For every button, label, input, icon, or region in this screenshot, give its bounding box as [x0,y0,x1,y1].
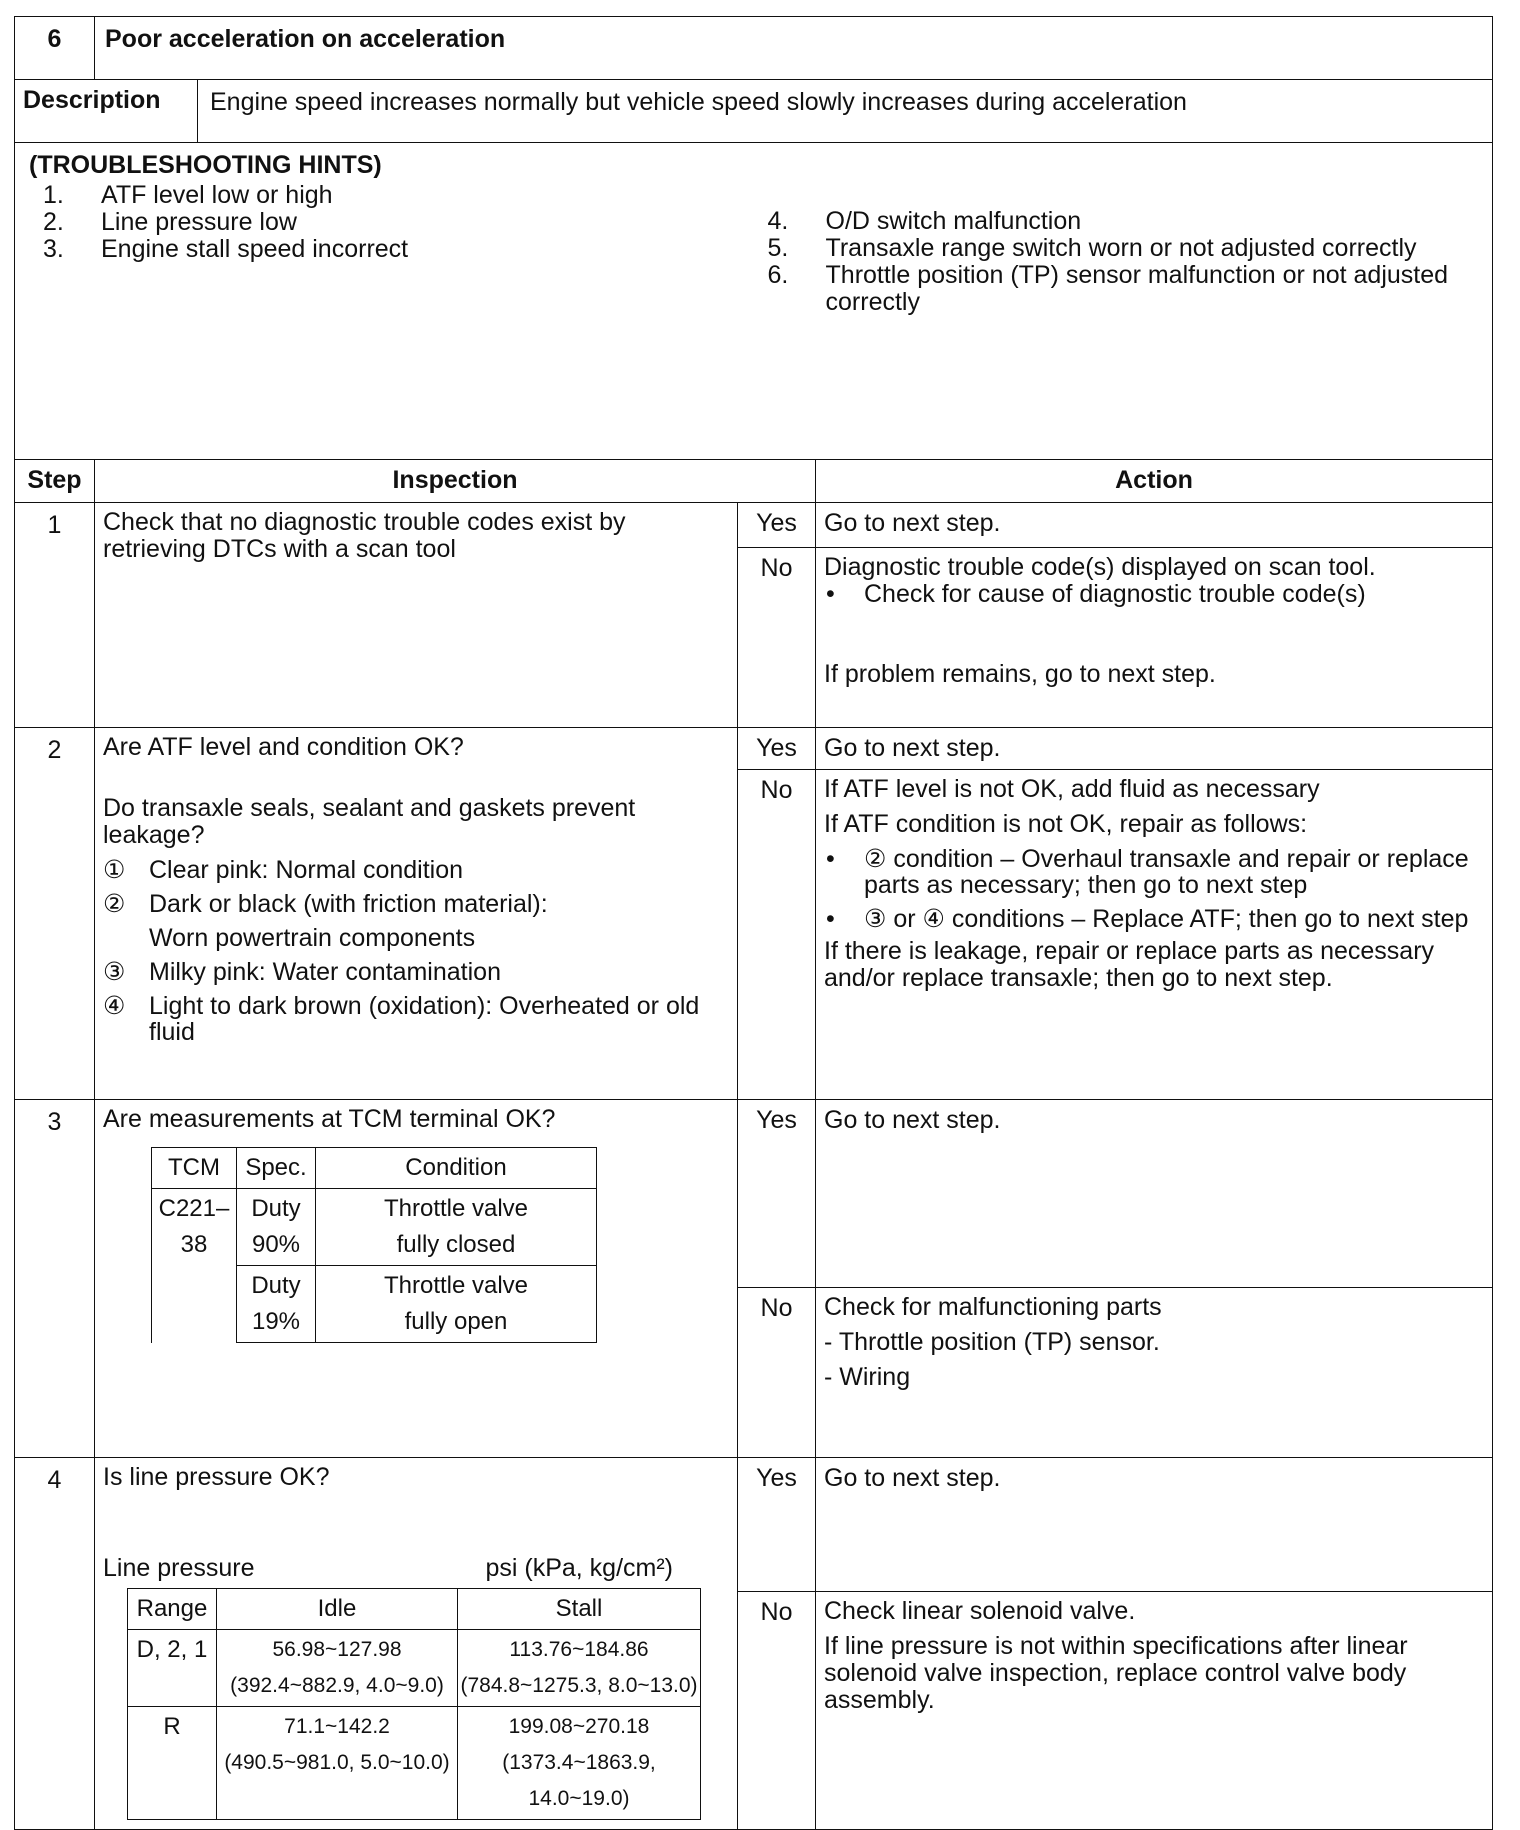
step-2-number: 2 [15,728,95,1100]
step-4-yes: Yes [738,1458,816,1592]
description-text: Engine speed increases normally but vehicle speed slowly increases during acceleration [198,80,1493,143]
step-2-no-action: If ATF level is not OK, add fluid as necessary If ATF condition is not OK, repair as follows: • ② condition – Overhaul transaxle and repair or replace parts as necessary; then go to next step • ③ or ④ conditions – Replace ATF; then go to next step If there is leakage, repair or replace parts as necessary and/or replace transaxle; then go to next step. [816,770,1493,1100]
condition-item: ① Clear pink: Normal condition [103,856,464,884]
description-label: Description [15,80,198,143]
step-1-no: No [738,548,816,728]
hint-item: 5. Transaxle range switch worn or not adjusted correctly [767,234,1417,262]
hint-item: 3. Engine stall speed incorrect [43,235,409,263]
hints-title: (TROUBLESHOOTING HINTS) [29,151,382,179]
step-4-number: 4 [15,1458,95,1830]
line-pressure-label: Line pressure [103,1554,255,1582]
hint-item: 2. Line pressure low [43,208,297,236]
step-1-yes-action: Go to next step. [816,503,1493,548]
step-1-inspection: Check that no diagnostic trouble codes exist by retrieving DTCs with a scan tool [95,503,738,728]
step-1-no-action: Diagnostic trouble code(s) displayed on scan tool. • Check for cause of diagnostic trouble code(s) If problem remains, go to next step. [816,548,1493,728]
condition-item: ④ Light to dark brown (oxidation): Overheated or old fluid [103,992,700,1046]
step-2-yes: Yes [738,728,816,770]
condition-item: ② Dark or black (with friction material): [103,890,548,918]
step-4-no-action: Check linear solenoid valve. If line pressure is not within specifications after linear solenoid valve inspection, replace control valve body assembly. [816,1592,1493,1830]
line-pressure-table: Range Idle Stall D, 2, 1 56.98~127.98 (392.4~882.9, 4.0~9.0) 113.76~184.86 (784.8~1275.3, 8.0~13.0) R 71.1~142.2 (490.5~981.0, 5.0~10.0) 199.08~270.18 (1373.4~1863.9, 14.0~19.0) [127,1588,701,1820]
condition-item: ③ Milky pink: Water contamination [103,958,501,986]
hint-item: 1. ATF level low or high [43,181,333,209]
troubleshooting-table [14,16,1493,1830]
symptom-number: 6 [15,17,95,80]
step-1-number: 1 [15,503,95,728]
step-3-no: No [738,1288,816,1458]
step-3-number: 3 [15,1100,95,1458]
tcm-table: TCM Spec. Condition C221– 38 Duty 90% Throttle valve fully closed Duty 19% Throttle valve fully open [151,1147,597,1343]
condition-item: Worn powertrain components [149,924,476,952]
line-pressure-units: psi (kPa, kg/cm²) [485,1554,673,1582]
column-header-action: Action [816,460,1493,503]
step-1-yes: Yes [738,503,816,548]
step-4-no: No [738,1592,816,1830]
step-2-inspection: Are ATF level and condition OK? Do transaxle seals, sealant and gaskets prevent leakage? ① Clear pink: Normal condition ② Dark or black (with friction material): Worn powertrain components ③ Milky pink: Water contamination ④ Light to dark brown (oxidation): Overheated or old fluid [95,728,738,1100]
column-header-inspection: Inspection [95,460,816,503]
step-3-no-action: Check for malfunctioning parts - Throttle position (TP) sensor. - Wiring [816,1288,1493,1458]
hints-right-column [754,182,1479,316]
troubleshooting-hints [15,143,1493,460]
step-3-yes: Yes [738,1100,816,1288]
symptom-title: Poor acceleration on acceleration [95,17,1493,80]
step-4-inspection: Is line pressure OK? Line pressure psi (kPa, kg/cm²) Range Idle Stall D, 2, 1 56.98~127.98 (392.4~882.9, 4.0~9.0) 113.76~184.86 (784.8~1275.3, 8.0~13.0) R 71.1~142.2 (490.5~981.0, 5.0~10.0) 199.08~270.18 (1373.4~1863.9, 14.0~19.0) [95,1458,738,1830]
troubleshooting-page [14,16,1492,1830]
step-4-yes-action: Go to next step. [816,1458,1493,1592]
hint-item: 6. Throttle position (TP) sensor malfunction or not adjusted correctly [767,261,1449,316]
step-2-yes-action: Go to next step. [816,728,1493,770]
hints-left-column [29,182,754,316]
step-3-inspection: Are measurements at TCM terminal OK? TCM Spec. Condition C221– 38 Duty 90% Throttle valve fully closed Duty 19% Throttle valve fully open [95,1100,738,1458]
hint-item: 4. O/D switch malfunction [767,207,1082,235]
column-header-step: Step [15,460,95,503]
step-2-no: No [738,770,816,1100]
step-3-yes-action: Go to next step. [816,1100,1493,1288]
